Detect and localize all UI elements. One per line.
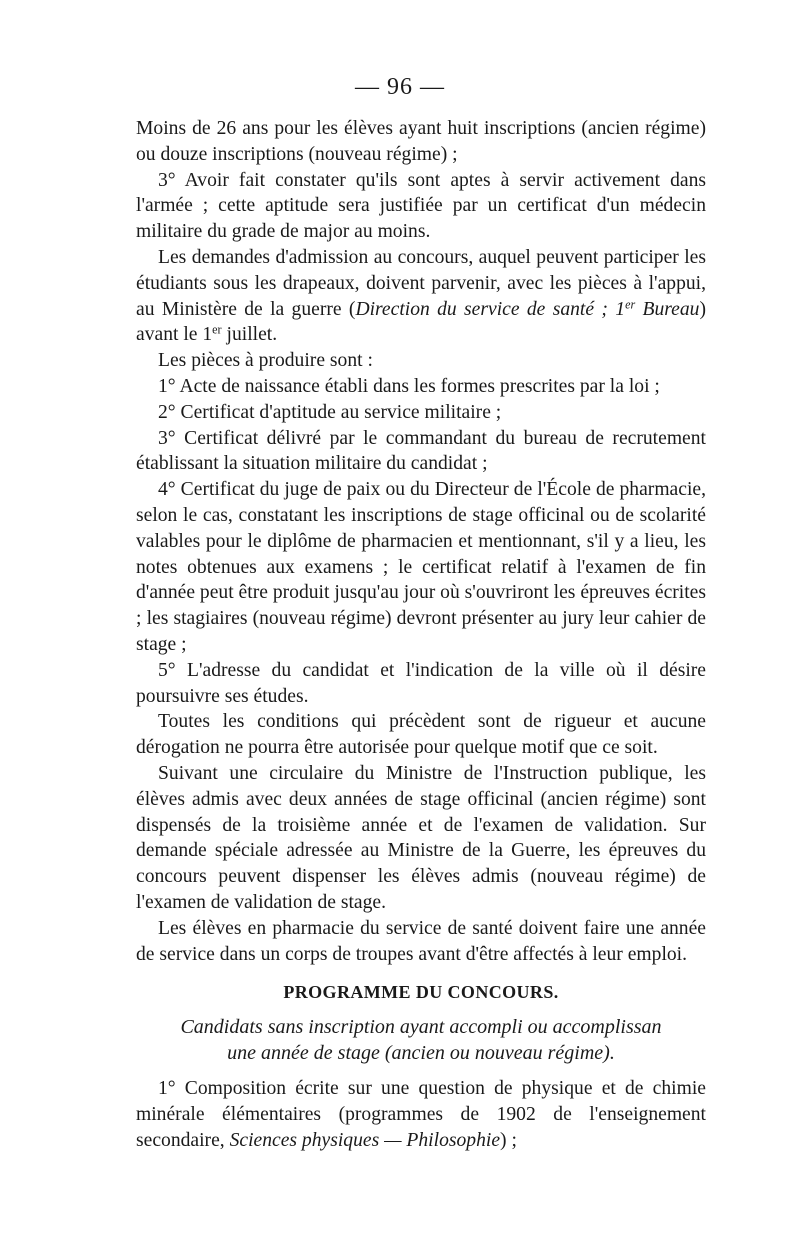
paragraph-written-composition: 1° Composition écrite sur une question de physique et de chimie minérale élémentaires (programmes de 1902 de l'enseignement secondaire, Sciences physiques — Philosophie) ; — [136, 1078, 706, 1151]
paragraph-admission-requests: Les demandes d'admission au concours, auquel peuvent participer les étudiants sous les drapeaux, doivent parvenir, avec les pièces à l'appui, au Ministère de la guerre (Direction du service de santé ; 1er Bureau) avant le 1er juillet. — [136, 246, 707, 346]
list-item-aptitude-certificate: 2° Certificat d'aptitude au service militaire ; — [158, 401, 502, 423]
list-item-birth-certificate: 1° Acte de naissance établi dans les formes prescrites par la loi ; — [158, 375, 660, 397]
subtitle-line-2: une année de stage (ancien ou nouveau régime). — [227, 1042, 615, 1065]
list-item-judge-certificate: 4° Certificat du juge de paix ou du Directeur de l'École de pharmacie, selon le cas, constatant les inscriptions de stage officinal ou de scolarité valables pour le diplôme de pharmacien et mentionnant, s'il y a lieu, les notes obtenues aux examens ; le certificat relatif à l'examen de fin d'année peut être produit jusqu'au jour où s'ouvriront les épreuves écrites ; les stagiaires (nouveau régime) devront présenter au jury leur cahier de stage ; — [136, 479, 706, 655]
paragraph-age-limit: Moins de 26 ans pour les élèves ayant huit inscriptions (ancien régime) ou douze inscriptions (nouveau régime) ; — [136, 118, 706, 165]
list-item-recruitment-certificate: 3° Certificat délivré par le commandant du bureau de recrutement établissant la situation militaire du candidat ; — [136, 427, 706, 475]
paragraph-aptitude: 3° Avoir fait constater qu'ils sont aptes à servir activement dans l'armée ; cette aptitude sera justifiée par un certificat d'un médecin militaire du grade de major au moins. — [136, 169, 706, 243]
section-heading: PROGRAMME DU CONCOURS. — [283, 982, 559, 1003]
paragraph-circular: Suivant une circulaire du Ministre de l'Instruction publique, les élèves admis avec deux années de stage officinal (ancien régime) sont dispensés de la troisième année et de l'examen de validation. Sur demande spéciale adressée au Ministre de la Guerre, les épreuves du concours peuvent dispenser les élèves admis (nouveau régime) de l'examen de validation de stage. — [136, 762, 706, 913]
paragraph-conditions: Toutes les conditions qui précèdent sont de rigueur et aucune dérogation ne pourra être autorisée pour quelque motif que ce soit. — [136, 711, 706, 759]
section-subtitle — [136, 1014, 706, 1066]
list-item-address: 5° L'adresse du candidat et l'indication de la ville où il désire poursuivre ses études. — [136, 659, 706, 707]
subtitle-line-1: Candidats sans inscription ayant accompli ou accomplissan — [180, 1016, 662, 1039]
page-body — [136, 116, 706, 1153]
paragraph-documents-intro: Les pièces à produire sont : — [158, 350, 373, 372]
page-number: — 96 — — [355, 74, 445, 100]
paragraph-service-year: Les élèves en pharmacie du service de santé doivent faire une année de service dans un corps de troupes avant d'être affectés à leur emploi. — [136, 917, 706, 965]
